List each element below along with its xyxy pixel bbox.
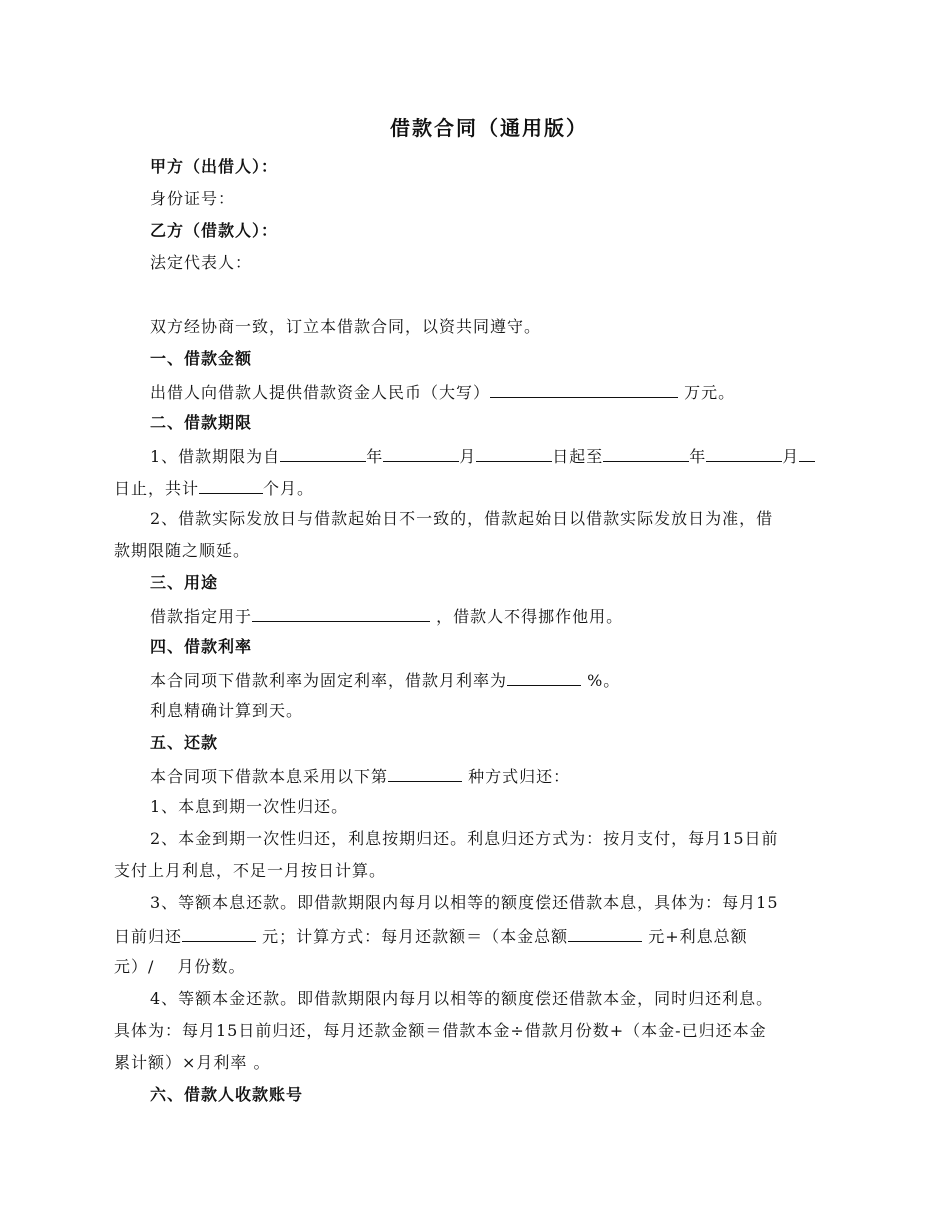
purpose-label: 借款指定用于: [150, 607, 253, 626]
start-day-blank: [476, 445, 552, 462]
contract-title: 借款合同（通用版）: [390, 116, 588, 140]
loan-amount-unit: 万元。: [678, 383, 736, 402]
term-line-2: [114, 477, 314, 499]
term-start-label: 1、借款期限为自: [150, 447, 281, 466]
method-3c: 元）/ 月份数。: [114, 957, 246, 976]
loan-amount-blank: [490, 381, 678, 398]
section-1-text: [150, 381, 735, 403]
method-3b: [114, 925, 748, 947]
rate-label: 本合同项下借款利率为固定利率，借款月利率为: [150, 671, 508, 690]
year-label: 年: [689, 447, 707, 466]
method-4b: 具体为：每月15日前归还，每月还款金额＝借款本金÷借款月份数+（本金-已归还本金: [114, 1021, 767, 1040]
section-2-heading: 二、借款期限: [150, 413, 253, 432]
term-end-label: 日止，共计: [114, 479, 200, 498]
rate-blank: [507, 669, 581, 686]
principal-total-blank: [568, 925, 642, 942]
term-clause-2b: 款期限随之顺延。: [114, 541, 251, 560]
repay-method-text: [150, 765, 570, 787]
day-from-label: 日起至: [552, 447, 604, 466]
months-label: 个月。: [263, 479, 315, 498]
section-5-heading: 五、还款: [150, 733, 219, 752]
section-4-heading: 四、借款利率: [150, 637, 253, 656]
repay-method-label: 本合同项下借款本息采用以下第: [150, 767, 389, 786]
month-label: 月: [782, 447, 800, 466]
term-months-blank: [199, 477, 263, 494]
year-label: 年: [366, 447, 384, 466]
monthly-repay-blank: [182, 925, 256, 942]
term-clause-2a: 2、借款实际发放日与借款起始日不一致的，借款起始日以借款实际发放日为准，借: [150, 509, 774, 528]
repay-method-blank: [388, 765, 462, 782]
method-2a: 2、本金到期一次性归还，利息按期归还。利息归还方式为：按月支付，每月15日前: [150, 829, 779, 848]
section-3-heading: 三、用途: [150, 573, 219, 592]
method-4a: 4、等额本金还款。即借款期限内每月以相等的额度偿还借款本金，同时归还利息。: [150, 989, 774, 1008]
id-number-label: 身份证号：: [150, 189, 236, 208]
method-4c: 累计额）×月利率 。: [114, 1053, 271, 1072]
intro-text: 双方经协商一致，订立本借款合同，以资共同遵守。: [150, 317, 542, 336]
loan-amount-label: 出借人向借款人提供借款资金人民币（大写）: [150, 383, 491, 402]
end-day-blank: [799, 445, 815, 462]
end-month-blank: [706, 445, 782, 462]
start-year-blank: [280, 445, 366, 462]
legal-rep-label: 法定代表人：: [150, 253, 253, 272]
purpose-text: [150, 605, 623, 627]
term-line-1: [150, 445, 815, 467]
month-label: 月: [459, 447, 477, 466]
method-2b: 支付上月利息，不足一月按日计算。: [114, 861, 387, 880]
method-1: 1、本息到期一次性归还。: [150, 797, 349, 816]
monthly-repay-label: 日前归还: [114, 927, 183, 946]
purpose-suffix: ，借款人不得挪作他用。: [430, 607, 624, 626]
purpose-blank: [252, 605, 430, 622]
interest-total-label: 元+利息总额: [642, 927, 748, 946]
interest-note: 利息精确计算到天。: [150, 701, 304, 720]
section-6-heading: 六、借款人收款账号: [150, 1085, 304, 1104]
section-1-heading: 一、借款金额: [150, 349, 253, 368]
method-3a: 3、等额本息还款。即借款期限内每月以相等的额度偿还借款本息，具体为：每月15: [150, 893, 779, 912]
repay-method-suffix: 种方式归还：: [462, 767, 571, 786]
rate-text: [150, 669, 620, 691]
end-year-blank: [603, 445, 689, 462]
party-a-label: 甲方（出借人）：: [150, 157, 279, 176]
start-month-blank: [383, 445, 459, 462]
formula-label: 元；计算方式：每月还款额＝（本金总额: [256, 927, 569, 946]
rate-unit: %。: [581, 671, 621, 690]
party-b-label: 乙方（借款人）：: [150, 221, 279, 240]
